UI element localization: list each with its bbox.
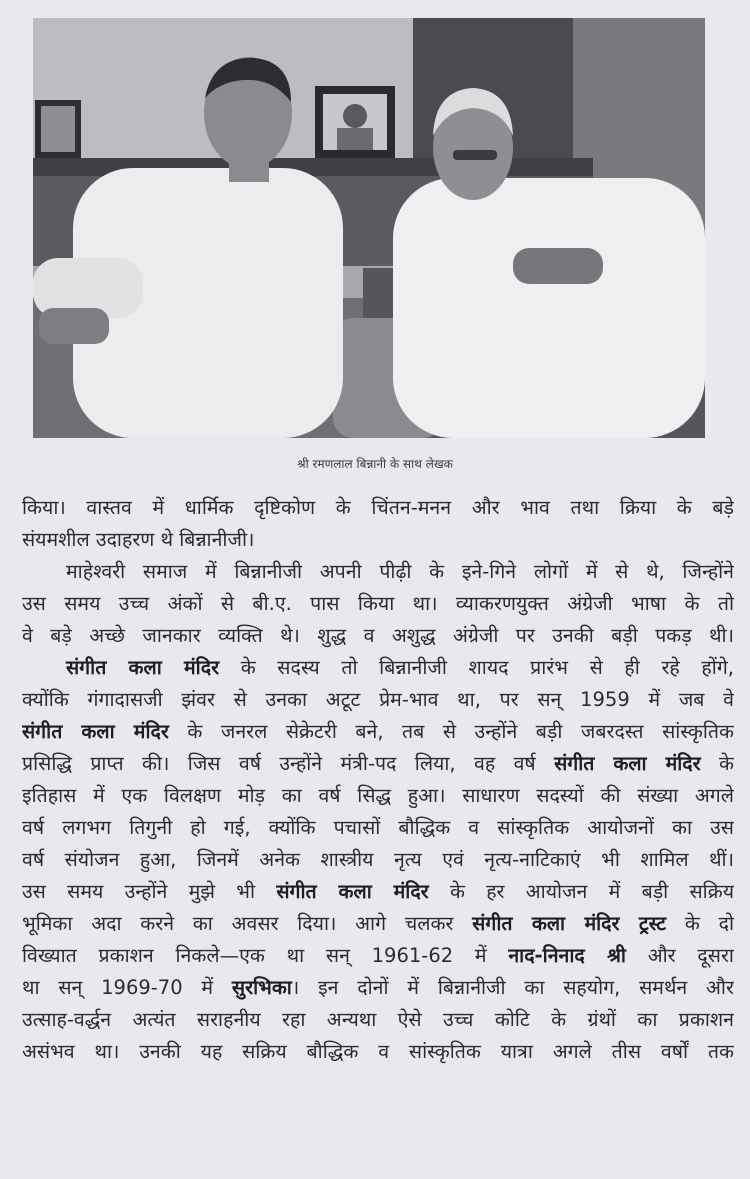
bold-text: सुरभिका [231,976,292,999]
text-segment: । इन दोनों में बिन्नानीजी का सहयोग, समर्थन और [291,976,734,999]
text-line [22,812,734,844]
text-line [22,588,734,620]
bold-text: संगीत कला मंदिर [554,752,701,775]
text-segment: माहेश्वरी समाज में बिन्नानीजी अपनी पीढ़ी के इने-गिने लोगों में से थे, जिन्होंने [66,560,734,583]
text-line [22,492,734,524]
bold-text: संगीत कला मंदिर [276,880,429,903]
text-line [22,748,734,780]
text-segment: इतिहास में एक विलक्षण मोड़ का वर्ष सिद्ध हुआ। साधारण सदस्यों की संख्या अगले [22,784,734,807]
text-segment: के [700,752,734,775]
text-segment: किया। वास्तव में धार्मिक दृष्टिकोण के चिंतन-मनन और भाव तथा क्रिया के बड़े [22,496,734,519]
text-segment: उत्साह-वर्द्धन अत्यंत सराहनीय रहा अन्यथा ऐसे उच्च कोटि के ग्रंथों का प्रकाशन [22,1008,734,1031]
text-segment: के हर आयोजन में बड़ी सक्रिय [428,880,734,903]
text-segment: था सन् 1969-70 में [22,976,232,999]
bold-text: नाद-निनाद श्री [508,944,626,967]
text-segment: वे बड़े अच्छे जानकार व्यक्ति थे। शुद्ध व अशुद्ध अंग्रेजी पर उनकी बड़ी पकड़ थी। [22,624,734,647]
text-line [22,716,734,748]
text-segment: क्योंकि गंगादासजी झंवर से उनका अटूट प्रेम-भाव था, पर सन् 1959 में जब वे [22,688,734,711]
text-segment: के जनरल सेक्रेटरी बने, तब से उन्होंने बड़ी जबरदस्त सांस्कृतिक [168,720,734,743]
text-line [22,908,734,940]
text-segment: असंभव था। उनकी यह सक्रिय बौद्धिक व सांस्कृतिक यात्रा अगले तीस वर्षों तक [22,1040,734,1063]
text-segment: के सदस्य तो बिन्नानीजी शायद प्रारंभ से ही रहे होंगे, [219,656,734,679]
text-line [22,524,734,556]
photo-illustration [33,18,705,438]
text-segment: संयमशील उदाहरण थे बिन्नानीजी। [22,528,255,551]
text-line [22,972,734,1004]
text-segment: उस समय उन्होंने मुझे भी [22,880,277,903]
text-line [22,684,734,716]
text-line [22,1004,734,1036]
text-line [22,940,734,972]
text-segment: वर्ष संयोजन हुआ, जिनमें अनेक शास्त्रीय नृत्य एवं नृत्य-नाटिकाएं भी शामिल थीं। [22,848,734,871]
photograph [33,18,705,438]
text-segment: के दो [666,912,734,935]
bold-text: संगीत कला मंदिर [22,720,169,743]
text-line [22,780,734,812]
bold-text: संगीत कला मंदिर ट्रस्ट [472,912,667,935]
text-line [22,652,734,684]
text-line [22,556,734,588]
text-segment: उस समय उच्च अंकों से बी.ए. पास किया था। व्याकरणयुक्त अंग्रेजी भाषा के तो [22,592,734,615]
text-line [22,844,734,876]
text-line [22,620,734,652]
photo-caption: श्री रमणलाल बिन्नानी के साथ लेखक [297,457,453,471]
bold-text: संगीत कला मंदिर [66,656,220,679]
text-segment: विख्यात प्रकाशन निकले—एक था सन् 1961-62 में [22,944,509,967]
text-segment: भूमिका अदा करने का अवसर दिया। आगे चलकर [22,912,473,935]
text-segment: प्रसिद्धि प्राप्त की। जिस वर्ष उन्होंने मंत्री-पद लिया, वह वर्ष [22,752,555,775]
body-text [22,492,734,1068]
text-segment: और दूसरा [625,944,734,967]
text-line [22,1036,734,1068]
text-line [22,876,734,908]
text-segment: वर्ष लगभग तिगुनी हो गई, क्योंकि पचासों बौद्धिक व सांस्कृतिक आयोजनों का उस [22,816,734,839]
